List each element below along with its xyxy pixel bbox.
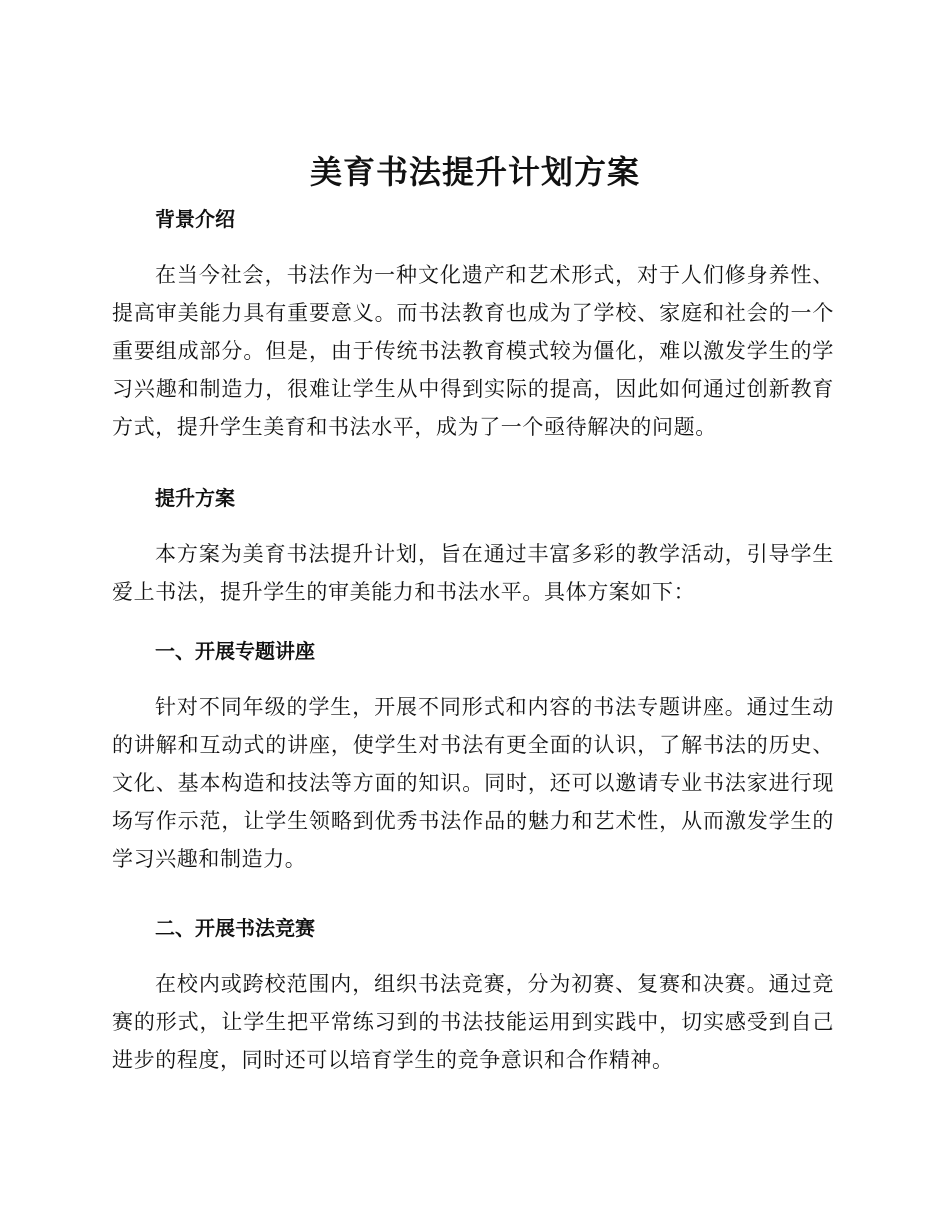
section-paragraph-contest: 在校内或跨校范围内，组织书法竞赛，分为初赛、复赛和决赛。通过竞赛的形式，让学生把平常练习到的书法技能运用到实践中，切实感受到自己进步的程度，同时还可以培育学生的竞争意识和合作精神。 (112, 972, 834, 1072)
section-paragraph-plan: 本方案为美育书法提升计划，旨在通过丰富多彩的教学活动，引导学生爱上书法，提升学生的审美能力和书法水平。具体方案如下： (112, 542, 834, 604)
section-paragraph-lecture: 针对不同年级的学生，开展不同形式和内容的书法专题讲座。通过生动的讲解和互动式的讲座，使学生对书法有更全面的认识，了解书法的历史、文化、基本构造和技法等方面的知识。同时，还可以邀请专业书法家进行现场写作示范，让学生领略到优秀书法作品的魅力和艺术性，从而激发学生的学习兴趣和制造力。 (112, 695, 834, 871)
section-heading-contest: 二、开展书法竞赛 (155, 916, 315, 940)
section-heading-lecture: 一、开展专题讲座 (155, 639, 315, 663)
section-heading-background: 背景介绍 (155, 207, 235, 231)
section-heading-plan: 提升方案 (155, 486, 235, 510)
document-title: 美育书法提升计划方案 (309, 153, 640, 191)
section-paragraph-background: 在当今社会，书法作为一种文化遗产和艺术形式，对于人们修身养性、提高审美能力具有重要意义。而书法教育也成为了学校、家庭和社会的一个重要组成部分。但是，由于传统书法教育模式较为僵化，难以激发学生的学习兴趣和制造力，很难让学生从中得到实际的提高，因此如何通过创新教育方式，提升学生美育和书法水平，成为了一个亟待解决的问题。 (112, 263, 834, 439)
